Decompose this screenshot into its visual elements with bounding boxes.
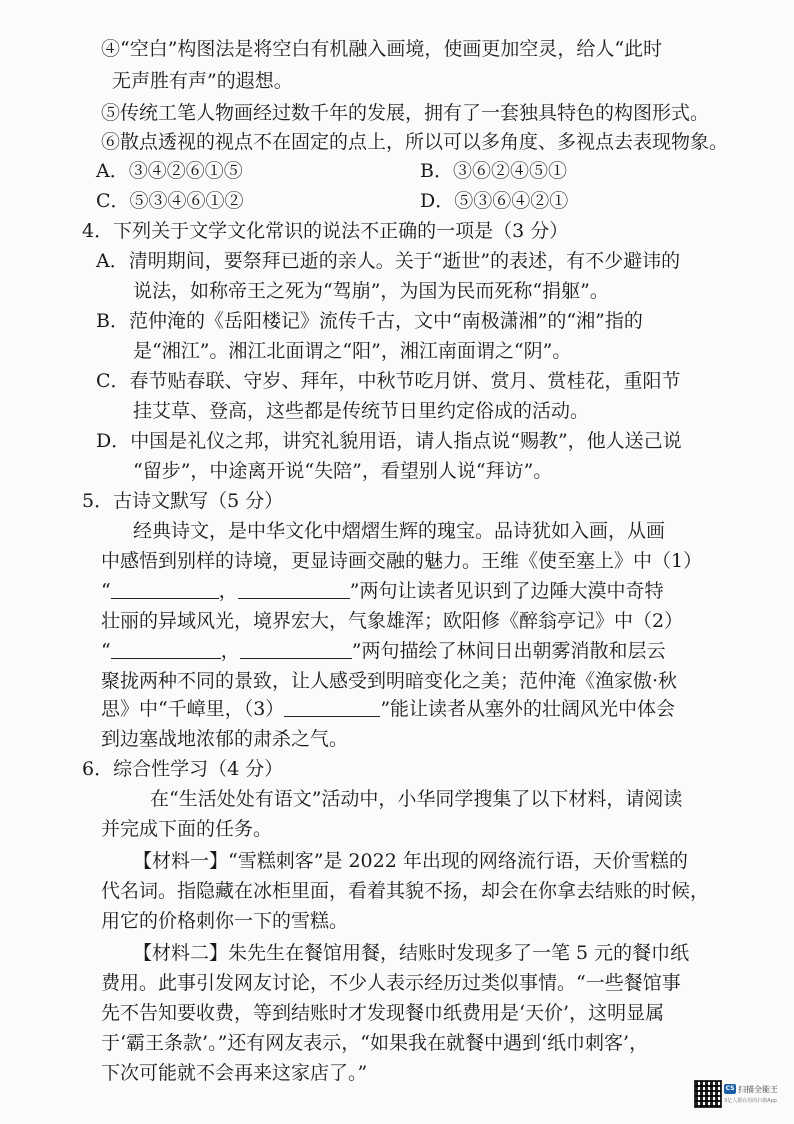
q4-option-a-cont: 说法，如称帝王之死为“驾崩”，为国为民而死称“捐躯”。	[133, 280, 609, 302]
q5-para-8: 到边塞战地浓郁的肃杀之气。	[101, 728, 349, 750]
material-2-line-3: 先不告知要收费，等到结账时才发现餐巾纸费用是‘天价’，这明显属	[101, 1002, 665, 1024]
q4-option-b-cont: 是“湘江”。湘江北面谓之“阳”，湘江南面谓之“阴”。	[133, 340, 572, 362]
material-2-line-1: 【材料二】朱先生在餐馆用餐，结账时发现多了一笔 5 元的餐巾纸	[133, 942, 690, 964]
q5-para-7	[101, 694, 675, 724]
sentence-4: ④“空白”构图法是将空白有机融入画境，使画更加空灵，给人“此时	[101, 38, 663, 60]
q5-para-2: 中感悟到别样的诗境，更显诗画交融的魅力。王维《使至塞上》中（1）	[101, 550, 703, 572]
comma: ，	[218, 580, 238, 602]
q4-stem: 4．下列关于文学文化常识的说法不正确的一项是（3 分）	[82, 220, 569, 242]
q5-para-3	[101, 576, 663, 606]
sentence-5: ⑤传统工笔人物画经过数千年的发展，拥有了一套独具特色的构图形式。	[101, 102, 710, 124]
qr-code-icon	[694, 1080, 722, 1108]
blank-1b[interactable]	[238, 578, 350, 599]
material-1-line-3: 用它的价格刺你一下的雪糕。	[101, 910, 349, 932]
q5-para-6: 聚拢两种不同的景致，让人感受到明暗变化之美；范仲淹《渔家傲·秋	[101, 670, 678, 692]
material-2-line-4: 于‘霸王条款’。”还有网友表示，“如果我在就餐中遇到‘纸巾刺客’，	[101, 1032, 649, 1054]
material-1-line-1: 【材料一】“雪糕刺客”是 2022 年出现的网络流行语，天价雪糕的	[133, 850, 688, 872]
q3-option-a[interactable]: A．③④②⑥①⑤	[96, 160, 243, 182]
q4-option-b[interactable]: B．范仲淹的《岳阳楼记》流传千古，文中“南极潇湘”的“湘”指的	[96, 310, 643, 332]
material-2-line-2: 费用。此事引发网友讨论，不少人表示经历过类似事情。“一些餐馆事	[101, 972, 681, 994]
blank-2a[interactable]	[111, 638, 221, 659]
q3-option-b[interactable]: B．③⑥②④⑤①	[420, 160, 567, 182]
q3-option-c[interactable]: C．⑤③④⑥①②	[96, 190, 244, 212]
scanner-name: 扫描全能王	[738, 1084, 778, 1094]
material-2-line-5: 下次可能就不会再来这家店了。”	[101, 1062, 368, 1084]
sentence-4-cont: 无声胜有声”的遐想。	[112, 70, 293, 92]
scanner-watermark	[724, 1082, 778, 1096]
sentence-6: ⑥散点透视的视点不在固定的点上，所以可以多角度、多视点去表现物象。	[101, 131, 729, 153]
q5-para-7-rest: ”能让读者从塞外的壮阔风光中体会	[380, 698, 676, 720]
blank-1a[interactable]	[111, 578, 219, 599]
material-1-line-2: 代名词。指隐藏在冰柜里面，看着其貌不扬，却会在你拿去结账的时候，	[101, 880, 710, 902]
q5-para-1: 经典诗文，是中华文化中熠熠生辉的瑰宝。品诗犹如入画，从画	[133, 520, 666, 542]
q3-option-d[interactable]: D．⑤③⑥④②①	[420, 190, 569, 212]
scanner-tagline: 3亿人都在用的扫描App	[724, 1098, 777, 1104]
blank-2b[interactable]	[240, 638, 352, 659]
comma: ，	[220, 640, 240, 662]
q5-para-5-rest: ”两句描绘了林间日出朝雾消散和层云	[351, 640, 666, 662]
q6-para-2: 并完成下面的任务。	[101, 818, 273, 840]
q4-option-d[interactable]: D．中国是礼仪之邦，讲究礼貌用语，请人指点说“赐教”，他人送己说	[96, 430, 682, 452]
q4-option-c-cont: 挂艾草、登高，这些都是传统节日里约定俗成的活动。	[133, 400, 590, 422]
camscanner-icon: CS	[725, 1085, 735, 1092]
q4-option-d-cont: “留步”，中途离开说“失陪”，看望别人说“拜访”。	[133, 460, 553, 482]
q4-option-a[interactable]: A．清明期间，要祭拜已逝的亲人。关于“逝世”的表述，有不少避讳的	[96, 250, 681, 272]
q5-para-4: 壮丽的异域风光，境界宏大，气象雄浑；欧阳修《醉翁亭记》中（2）	[101, 610, 684, 632]
open-quote: “	[101, 640, 111, 662]
q4-option-c[interactable]: C．春节贴春联、守岁、拜年，中秋节吃月饼、赏月、赏桂花，重阳节	[96, 370, 681, 392]
q5-para-7-pre: 思》中“千嶂里，（3）	[101, 698, 285, 720]
q5-para-3-rest: ”两句让读者见识到了边陲大漠中奇特	[349, 580, 664, 602]
q5-stem: 5．古诗文默写（5 分）	[82, 490, 284, 512]
q5-para-5	[101, 636, 665, 666]
q6-para-1: 在“生活处处有语文”活动中，小华同学搜集了以下材料，请阅读	[150, 788, 683, 810]
q6-stem: 6．综合性学习（4 分）	[82, 758, 284, 780]
open-quote: “	[101, 580, 111, 602]
blank-3[interactable]	[284, 696, 380, 717]
